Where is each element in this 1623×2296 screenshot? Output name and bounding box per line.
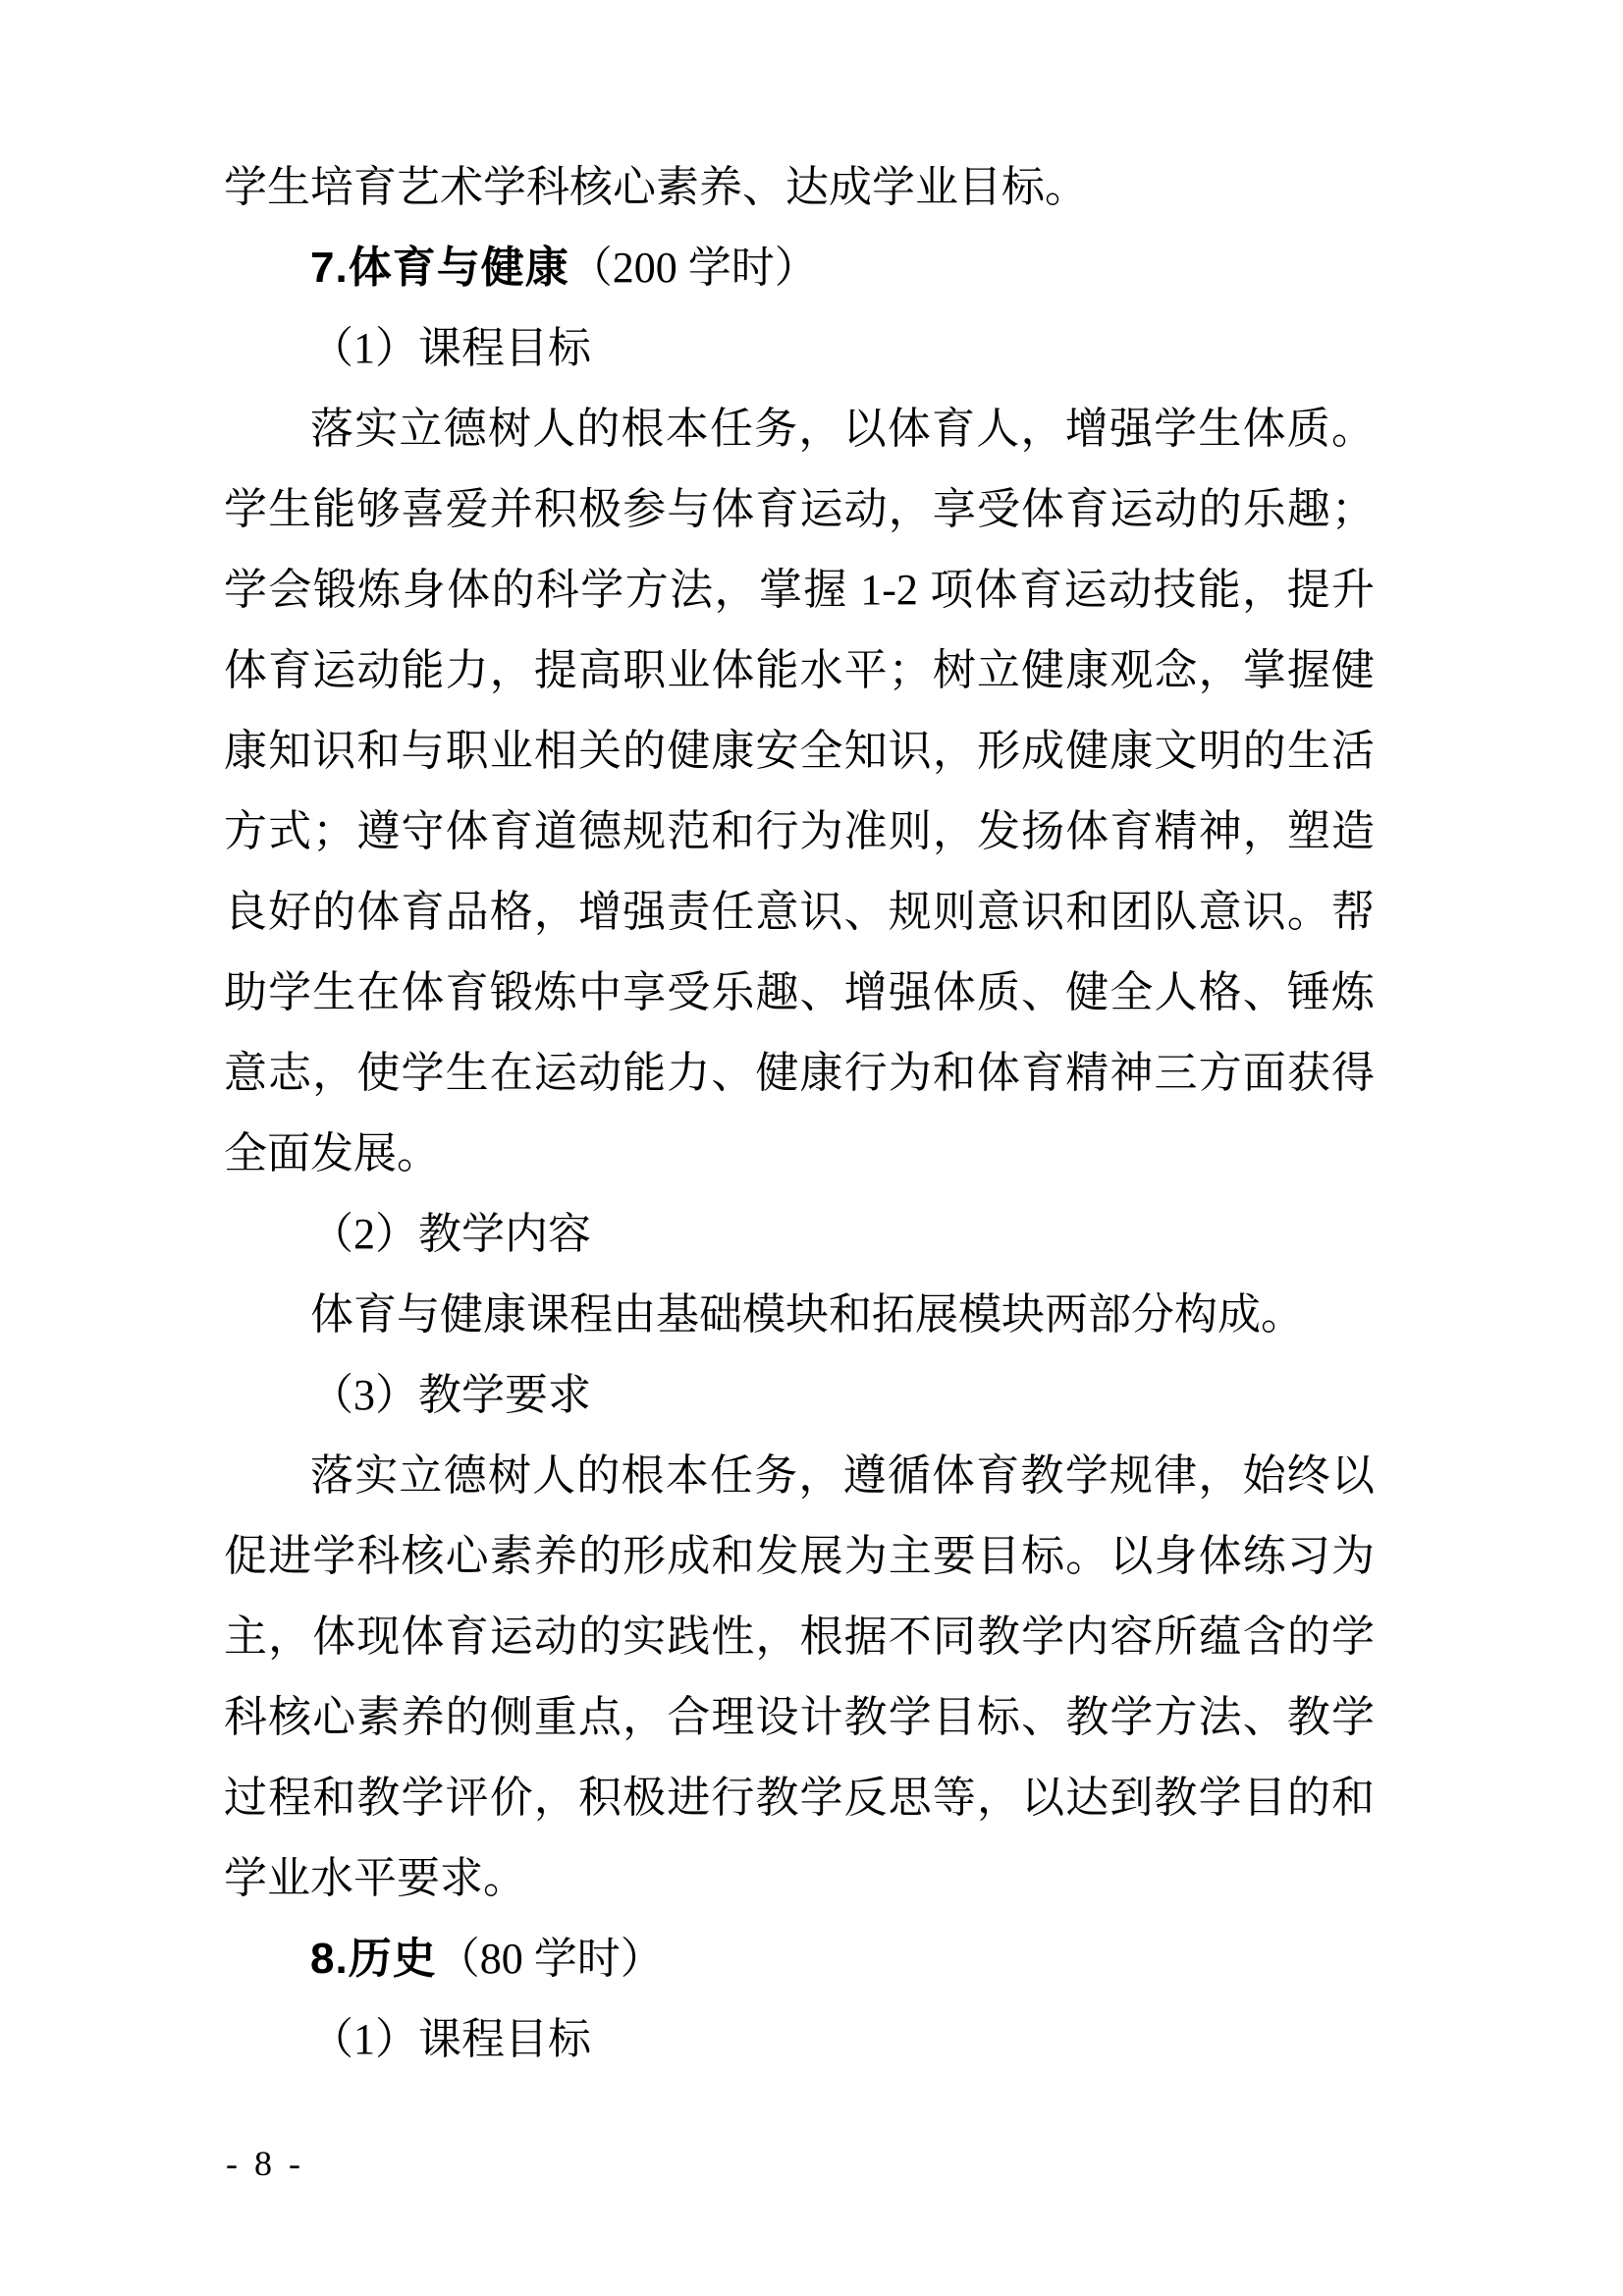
section-heading <box>224 1919 1375 1999</box>
text-line: 体育运动能力，提高职业体能水平；树立健康观念，掌握健 <box>224 646 1375 694</box>
text-line: 学生能够喜爱并积极参与体育运动，享受体育运动的乐趣； <box>224 485 1375 533</box>
text-line: 康知识和与职业相关的健康安全知识，形成健康文明的生活 <box>224 727 1375 775</box>
section-heading <box>224 228 1375 308</box>
sub-heading: （2）教学内容 <box>310 1210 591 1258</box>
page-number: - 8 - <box>226 2144 304 2183</box>
text-line: 学生培育艺术学科核心素养、达成学业目标。 <box>224 163 1088 211</box>
heading-hours: （80 学时） <box>436 1935 664 1983</box>
text-line: 方式；遵守体育道德规范和行为准则，发扬体育精神，塑造 <box>224 807 1375 855</box>
text-line: 科核心素养的侧重点，合理设计教学目标、教学方法、教学 <box>224 1693 1375 1741</box>
text-line: 落实立德树人的根本任务，以体育人，增强学生体质。 <box>310 405 1375 453</box>
text-line: 促进学科核心素养的形成和发展为主要目标。以身体练习为 <box>224 1532 1375 1580</box>
text-line: 助学生在体育锻炼中享受乐趣、增强体质、健全人格、锤炼 <box>224 968 1375 1016</box>
text-line: 良好的体育品格，增强责任意识、规则意识和团队意识。帮 <box>224 888 1375 936</box>
text-line: 落实立德树人的根本任务，遵循体育教学规律，始终以 <box>310 1451 1375 1500</box>
text-line: 主，体现体育运动的实践性，根据不同教学内容所蕴含的学 <box>224 1613 1375 1661</box>
text-line: 意志，使学生在运动能力、健康行为和体育精神三方面获得 <box>224 1049 1375 1097</box>
heading-title: 8.历史 <box>310 1935 437 1983</box>
text-line: 过程和教学评价，积极进行教学反思等，以达到教学目的和 <box>224 1774 1375 1822</box>
sub-heading: （1）课程目标 <box>310 2015 591 2063</box>
sub-heading: （3）教学要求 <box>310 1371 591 1419</box>
text-line: 全面发展。 <box>224 1129 440 1177</box>
heading-title: 7.体育与健康 <box>310 244 569 292</box>
text-line: 学会锻炼身体的科学方法，掌握 1-2 项体育运动技能，提升 <box>224 566 1375 614</box>
text-line: 学业水平要求。 <box>224 1854 526 1902</box>
document-body <box>224 147 1375 2080</box>
sub-heading: （1）课程目标 <box>310 324 591 372</box>
heading-hours: （200 学时） <box>568 244 818 292</box>
text-line: 体育与健康课程由基础模块和拓展模块两部分构成。 <box>310 1290 1304 1339</box>
